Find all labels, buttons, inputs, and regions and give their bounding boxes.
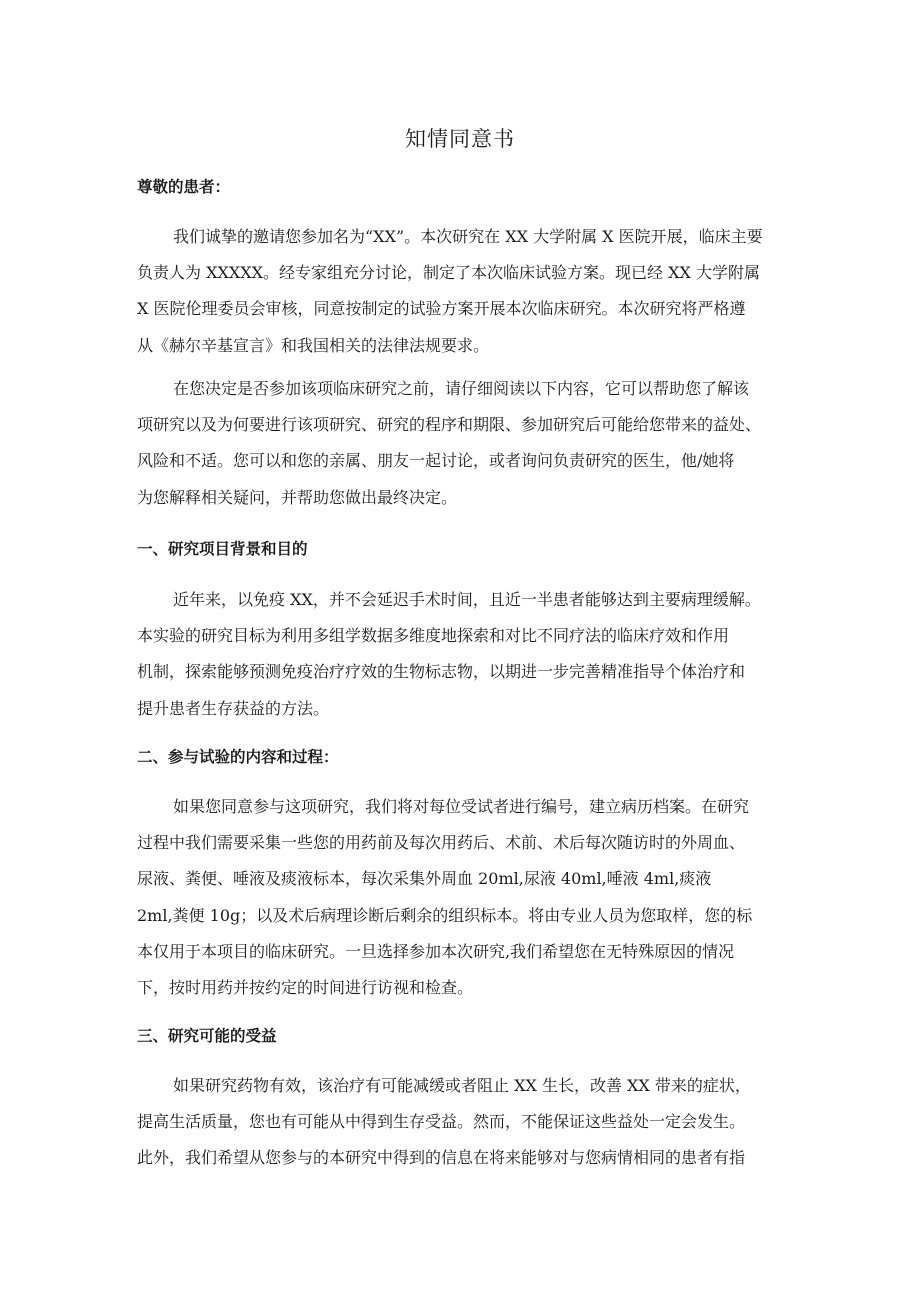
section-body-benefits [137, 1068, 793, 1177]
paragraph-line: 过程中我们需要采集一些您的用药前及每次用药后、术前、术后每次随访时的外周血、 [137, 833, 746, 853]
paragraph-line: 如果您同意参与这项研究，我们将对每位受试者进行编号，建立病历档案。在研究 [173, 797, 750, 816]
paragraph-line: 我们诚挚的邀请您参加名为“XX”。本次研究在 XX 大学附属 X 医院开展，临床主要 [173, 227, 763, 246]
paragraph-line: 近年来，以免疫 XX，并不会延迟手术时间，且近一半患者能够达到主要病理缓解。 [173, 590, 761, 609]
section-heading-background: 一、研究项目背景和目的 [137, 540, 308, 558]
paragraph-line: 2ml,粪便 10g；以及术后病理诊断后剩余的组织标本。将由专业人员为您取样，您的标 [137, 905, 753, 925]
paragraph-line: 此外，我们希望从您参与的本研究中得到的信息在将来能够对与您病情相同的患者有指 [137, 1148, 746, 1168]
paragraph-line: 尿液、粪便、唾液及痰液标本，每次采集外周血 20ml,尿液 40ml,唾液 4ml,痰液 [137, 869, 712, 889]
section-heading-procedure: 二、参与试验的内容和过程： [137, 748, 339, 766]
paragraph-line: 下，按时用药并按约定的时间进行访视和检查。 [137, 977, 474, 997]
paragraph-line: 机制，探索能够预测免疫治疗疗效的生物标志物，以期进一步完善精准指导个体治疗和 [137, 662, 746, 682]
paragraph-line: 从《赫尔辛基宣言》和我国相关的法律法规要求。 [137, 335, 490, 355]
intro-paragraph-1 [137, 219, 793, 364]
paragraph-line: 负责人为 XXXXX。经专家组充分讨论，制定了本次临床试验方案。现已经 XX 大学附属 [137, 263, 760, 283]
paragraph-line: 风险和不适。您可以和您的亲属、朋友一起讨论，或者询问负责研究的医生，他/她将 [137, 451, 735, 471]
paragraph-line: 提高生活质量，您也有可能从中得到生存受益。然而，不能保证这些益处一定会发生。 [137, 1112, 746, 1132]
paragraph-line: 提升患者生存获益的方法。 [137, 698, 330, 718]
paragraph-line: 本实验的研究目标为利用多组学数据多维度地探索和对比不同疗法的临床疗效和作用 [137, 626, 730, 646]
section-body-background [137, 582, 793, 727]
paragraph-line: 本仅用于本项目的临床研究。一旦选择参加本次研究,我们希望您在无特殊原因的情况 [137, 941, 735, 961]
salutation: 尊敬的患者： [137, 178, 231, 196]
intro-paragraph-2 [137, 371, 793, 516]
paragraph-line: 为您解释相关疑问，并帮助您做出最终决定。 [137, 487, 458, 507]
paragraph-line: 在您决定是否参加该项临床研究之前，请仔细阅读以下内容，它可以帮助您了解该 [173, 379, 750, 398]
paragraph-line: 项研究以及为何要进行该项研究、研究的程序和期限、参加研究后可能给您带来的益处、 [137, 415, 762, 435]
section-heading-benefits: 三、研究可能的受益 [137, 1027, 277, 1045]
paragraph-line: 如果研究药物有效，该治疗有可能减缓或者阻止 XX 生长，改善 XX 带来的症状， [173, 1076, 751, 1095]
section-body-procedure [137, 789, 793, 1006]
document-title: 知情同意书 [405, 127, 515, 151]
paragraph-line: X 医院伦理委员会审核，同意按制定的试验方案开展本次临床研究。本次研究将严格遵 [137, 299, 746, 319]
